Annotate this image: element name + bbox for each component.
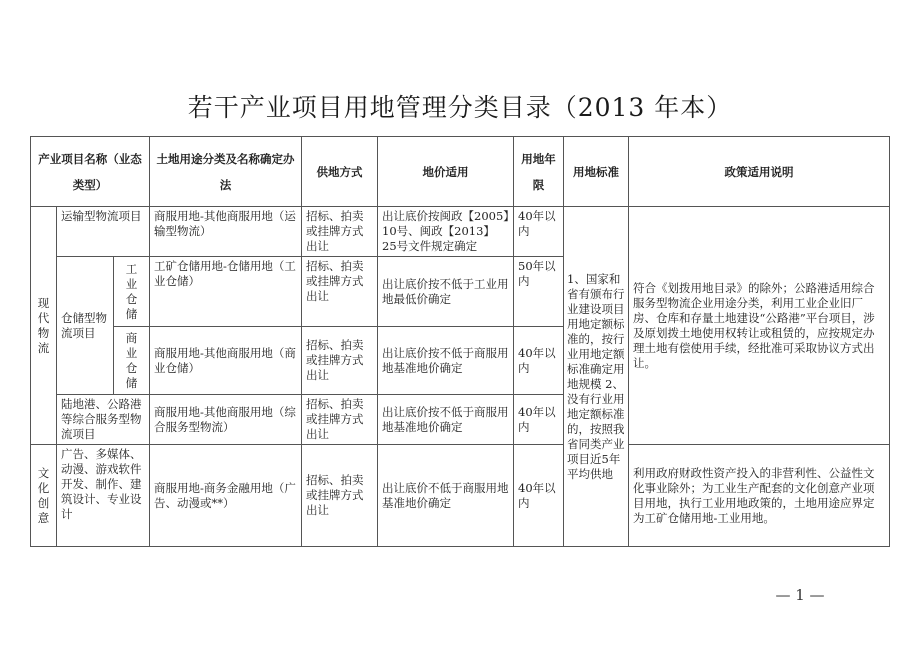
row-price: 出让底价按不低于工业用地最低价确定 xyxy=(378,257,514,327)
row-price: 出让底价按不低于商服用地基准地价确定 xyxy=(378,395,514,445)
table-header-row xyxy=(31,137,890,207)
header-years: 用地年限 xyxy=(514,137,564,207)
header-standard: 用地标准 xyxy=(564,137,629,207)
row-land-use: 商服用地-其他商服用地（综合服务型物流） xyxy=(150,395,302,445)
header-industry: 产业项目名称（业态类型） xyxy=(31,137,150,207)
row-land-use: 商服用地-其他商服用地（运输型物流） xyxy=(150,207,302,257)
header-supply: 供地方式 xyxy=(302,137,378,207)
industrial-warehouse-label: 工业仓储 xyxy=(114,257,150,327)
row-land-use: 商服用地-商务金融用地（广告、动漫或**） xyxy=(150,445,302,547)
land-standard-cell: 1、国家和省有颁布行业建设项目用地定额标准的，按行业用地定额标准确定用地规模 2、没有行业用地定额标准的，按照我省同类产业项目近5年平均供地 xyxy=(564,207,629,547)
row-name: 广告、多媒体、动漫、游戏软件开发、制作、建筑设计、专业设计 xyxy=(57,445,150,547)
table-row xyxy=(31,207,890,257)
row-supply: 招标、拍卖或挂牌方式出让 xyxy=(302,207,378,257)
header-policy: 政策适用说明 xyxy=(629,137,890,207)
page-number: — 1 — xyxy=(775,586,825,604)
row-supply: 招标、拍卖或挂牌方式出让 xyxy=(302,327,378,395)
policy-culture: 利用政府财政性资产投入的非营利性、公益性文化事业除外；为工业生产配套的文化创意产业项目用地，执行工业用地政策的，土地用途应界定为工矿仓储用地-工业用地。 xyxy=(629,445,890,547)
row-years: 40年以内 xyxy=(514,445,564,547)
row-land-use: 商服用地-其他商服用地（商业仓储） xyxy=(150,327,302,395)
row-years: 50年以内 xyxy=(514,257,564,327)
commercial-warehouse-label: 商业仓储 xyxy=(114,327,150,395)
land-use-catalog-table xyxy=(30,136,890,547)
group-modern-logistics: 现代物流 xyxy=(31,207,57,445)
row-supply: 招标、拍卖或挂牌方式出让 xyxy=(302,257,378,327)
row-price: 出让底价按不低于商服用地基准地价确定 xyxy=(378,327,514,395)
table-row xyxy=(31,445,890,547)
row-price: 出让底价按闽政【2005】10号、闽政【2013】25号文件规定确定 xyxy=(378,207,514,257)
row-land-use: 工矿仓储用地-仓储用地（工业仓储） xyxy=(150,257,302,327)
row-name: 运输型物流项目 xyxy=(57,207,150,257)
row-years: 40年以内 xyxy=(514,207,564,257)
header-price: 地价适用 xyxy=(378,137,514,207)
header-land-use: 土地用途分类及名称确定办法 xyxy=(150,137,302,207)
document-title: 若干产业项目用地管理分类目录（2013 年本） xyxy=(187,93,733,122)
row-name: 陆地港、公路港等综合服务型物流项目 xyxy=(57,395,150,445)
row-years: 40年以内 xyxy=(514,327,564,395)
row-years: 40年以内 xyxy=(514,395,564,445)
group-culture: 文化创意 xyxy=(31,445,57,547)
policy-logistics: 符合《划拨用地目录》的除外；公路港适用综合服务型物流企业用途分类，利用工业企业旧厂房、仓库和存量土地建设“公路港”平台项目，涉及原划拨土地使用权转让或租赁的，应按规定办理土地有偿使用手续，经批准可采取协议方式出让。 xyxy=(629,207,890,445)
warehouse-logistics-label: 仓储型物流项目 xyxy=(57,257,114,395)
row-supply: 招标、拍卖或挂牌方式出让 xyxy=(302,395,378,445)
row-price: 出让底价不低于商服用地基准地价确定 xyxy=(378,445,514,547)
row-supply: 招标、拍卖或挂牌方式出让 xyxy=(302,445,378,547)
